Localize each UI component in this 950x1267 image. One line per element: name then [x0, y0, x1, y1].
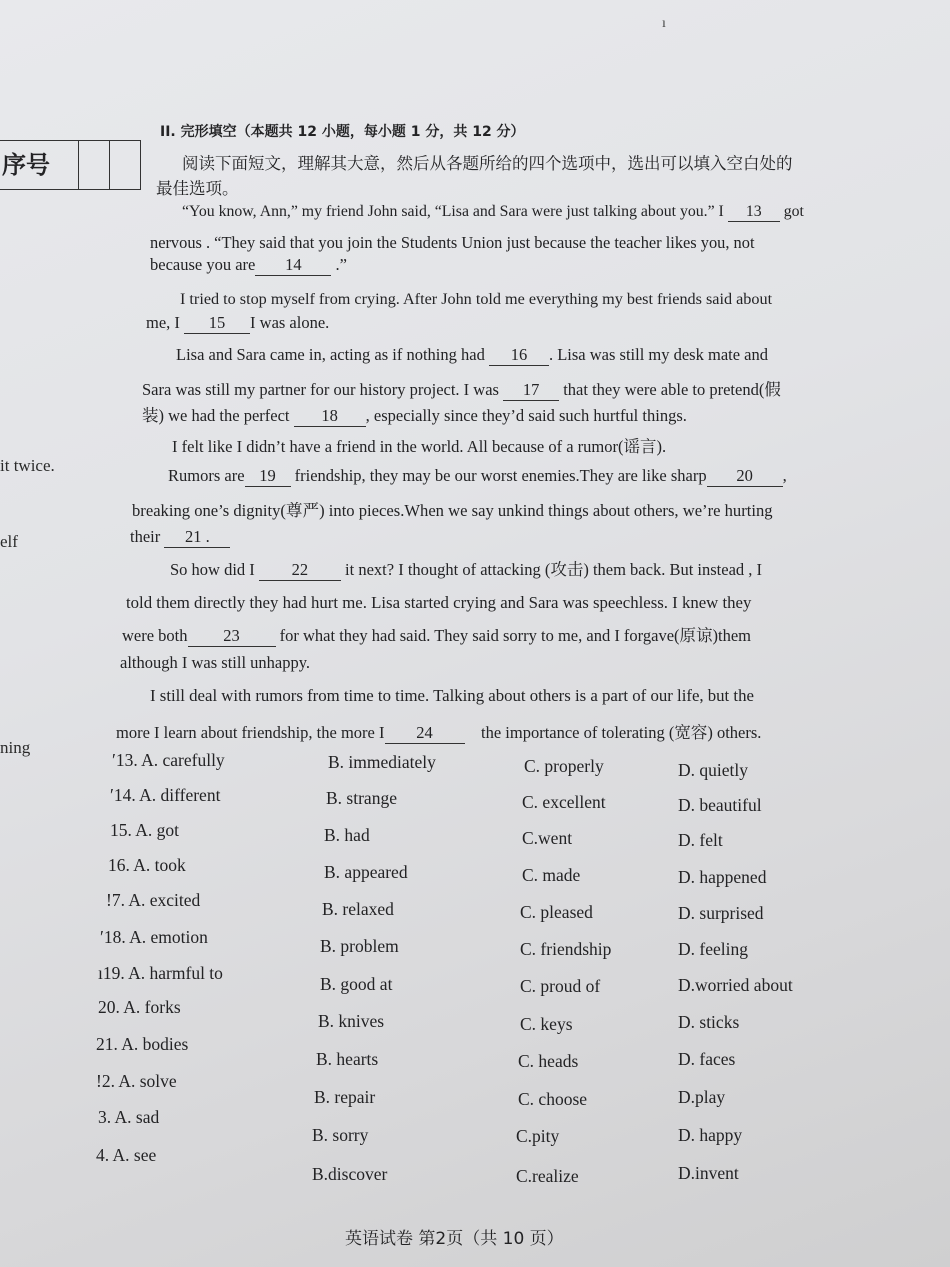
passage-line: breaking one’s dignity(尊严) into pieces.When we say unkind things about others, we’re hurting [132, 501, 773, 520]
passage-line: were both 23 for what they had said. They said sorry to me, and I forgave(原谅)them [122, 626, 752, 645]
question-option-a[interactable]: 4. A. see [96, 1145, 157, 1165]
question-option-b[interactable]: B. problem [320, 936, 399, 956]
blank-20: 20 [707, 466, 783, 487]
question-option-a[interactable]: 21. A. bodies [96, 1034, 189, 1054]
question-option-a[interactable]: 3. A. sad [98, 1107, 160, 1127]
passage-line: I felt like I didn’t have a friend in the world. All because of a rumor(谣言). [172, 437, 667, 456]
question-option-b[interactable]: B. sorry [312, 1125, 369, 1145]
passage-line: more I learn about friendship, the more I 24 the importance of tolerating (宽容) others. [116, 723, 762, 742]
blank-16: 16 [489, 345, 549, 366]
question-option-c[interactable]: C. made [522, 865, 581, 885]
passage-line: although I was still unhappy. [120, 653, 311, 672]
question-option-b[interactable]: B. had [324, 825, 370, 845]
passage-line: Sara was still my partner for our history project. I was 17 that they were able to pretend(假 [142, 380, 781, 399]
question-option-a[interactable]: 20. A. forks [98, 997, 181, 1017]
left-margin-fragment: ning [0, 738, 31, 757]
passage-line: their 21 . [130, 527, 230, 548]
question-option-c[interactable]: C. properly [524, 756, 604, 776]
question-option-d[interactable]: D. feeling [678, 939, 748, 959]
passage-line: nervous . “They said that you join the Students Union just because the teacher likes you, not [150, 233, 755, 252]
blank-23: 23 [188, 626, 276, 647]
question-option-c[interactable]: C. choose [518, 1089, 588, 1109]
question-option-a[interactable]: ı19. A. harmful to [98, 963, 223, 983]
blank-22: 22 [259, 560, 341, 581]
blank-17: 17 [503, 380, 559, 401]
seat-number-box [0, 140, 141, 190]
question-option-a[interactable]: 15. A. got [110, 820, 180, 840]
question-option-d[interactable]: D. beautiful [678, 795, 762, 815]
question-option-a[interactable]: ′13. A. carefully [112, 750, 225, 770]
question-option-a[interactable]: !7. A. excited [106, 890, 201, 910]
passage-line: Lisa and Sara came in, acting as if nothing had 16 . Lisa was still my desk mate and [176, 345, 768, 364]
blank-13: 13 [728, 203, 780, 222]
passage-line: “You know, Ann,” my friend John said, “Lisa and Sara were just talking about you.” I 13 got [182, 203, 804, 220]
question-option-d[interactable]: D. sticks [678, 1012, 740, 1032]
question-option-d[interactable]: D. faces [678, 1049, 736, 1069]
question-option-b[interactable]: B. appeared [324, 862, 408, 882]
question-option-b[interactable]: B. relaxed [322, 899, 394, 919]
blank-15: 15 [184, 313, 250, 334]
question-option-d[interactable]: D. felt [678, 830, 723, 850]
question-option-a[interactable]: !2. A. solve [96, 1071, 177, 1091]
question-option-d[interactable]: D.play [678, 1087, 726, 1107]
blank-19: 19 [245, 466, 291, 487]
question-option-b[interactable]: B. good at [320, 974, 393, 994]
question-option-c[interactable]: C. proud of [520, 976, 601, 996]
question-option-c[interactable]: C. keys [520, 1014, 573, 1034]
instruction-line: 最佳选项。 [156, 179, 239, 198]
question-option-c[interactable]: C. excellent [522, 792, 606, 812]
question-option-b[interactable]: B. immediately [328, 752, 436, 772]
question-option-d[interactable]: D. happy [678, 1125, 743, 1145]
question-option-a[interactable]: ′18. A. emotion [100, 927, 208, 947]
seat-number-cell [110, 141, 140, 189]
pen-mark: ı [662, 16, 666, 31]
passage-line: 装) we had the perfect 18 , especially since they’d said such hurtful things. [142, 406, 687, 425]
passage-line: I tried to stop myself from crying. After John told me everything my best friends said about [180, 290, 773, 308]
section-title: II. 完形填空（本题共 12 小题，每小题 1 分，共 12 分） [160, 124, 525, 140]
blank-14: 14 [255, 255, 331, 276]
passage-line: told them directly they had hurt me. Lisa started crying and Sara was speechless. I knew they [126, 593, 752, 612]
blank-21: 21 . [164, 527, 230, 548]
question-option-d[interactable]: D. surprised [678, 903, 764, 923]
question-option-c[interactable]: C. pleased [520, 902, 593, 922]
question-option-d[interactable]: D.worried about [678, 975, 793, 995]
question-option-d[interactable]: D.invent [678, 1163, 739, 1183]
passage-line: I still deal with rumors from time to time. Talking about others is a part of our life, but the [150, 686, 754, 705]
left-margin-fragment: it twice. [0, 456, 55, 475]
seat-number-cell [79, 141, 110, 189]
passage-line: Rumors are 19 friendship, they may be our worst enemies.They are like sharp 20 , [168, 466, 787, 485]
instruction-line: 阅读下面短文，理解其大意，然后从各题所给的四个选项中，选出可以填入空白处的 [182, 154, 793, 173]
question-option-a[interactable]: 16. A. took [108, 855, 186, 875]
blank-24: 24 [385, 723, 465, 744]
question-option-c[interactable]: C. heads [518, 1051, 579, 1071]
question-option-d[interactable]: D. quietly [678, 760, 748, 780]
question-option-b[interactable]: B. strange [326, 788, 397, 808]
question-option-a[interactable]: ′14. A. different [110, 785, 221, 805]
question-option-b[interactable]: B. hearts [316, 1049, 379, 1069]
question-option-c[interactable]: C.went [522, 828, 573, 848]
seat-number-label: 序号 [0, 141, 79, 189]
question-option-d[interactable]: D. happened [678, 867, 767, 887]
question-option-b[interactable]: B.discover [312, 1164, 388, 1184]
passage-line: So how did I 22 it next? I thought of attacking (攻击) them back. But instead , I [170, 560, 763, 579]
passage-line: because you are 14 .” [150, 255, 347, 274]
page-footer: 英语试卷 第2页（共 10 页） [345, 1229, 564, 1249]
question-option-c[interactable]: C.pity [516, 1126, 560, 1146]
question-option-b[interactable]: B. knives [318, 1011, 385, 1031]
blank-18: 18 [294, 406, 366, 427]
passage-line: me, I 15 I was alone. [146, 313, 330, 332]
left-margin-fragment: elf [0, 532, 18, 551]
question-option-b[interactable]: B. repair [314, 1087, 376, 1107]
question-option-c[interactable]: C. friendship [520, 939, 612, 959]
question-option-c[interactable]: C.realize [516, 1166, 579, 1186]
